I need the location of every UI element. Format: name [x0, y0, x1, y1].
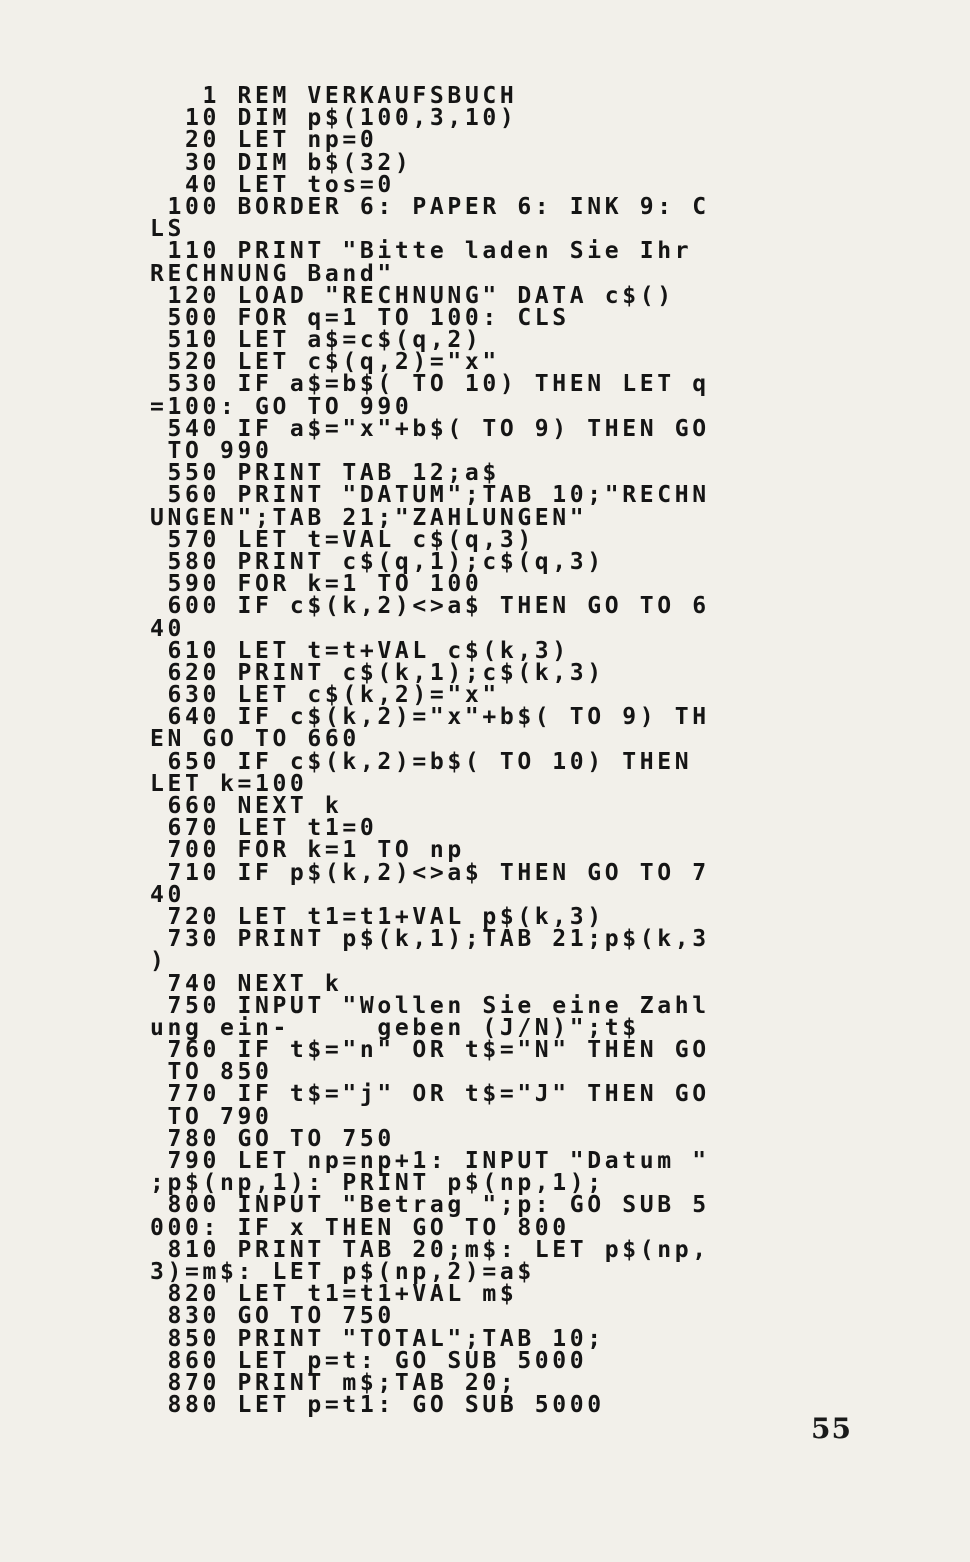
code-line: 10 DIM p$(100,3,10) — [150, 103, 518, 132]
code-line: 870 PRINT m$;TAB 20; — [150, 1367, 518, 1396]
code-line: 560 PRINT "DATUM";TAB 10;"RECHN — [150, 480, 710, 509]
code-line: 620 PRINT c$(k,1);c$(k,3) — [150, 657, 605, 686]
code-line: 20 LET np=0 — [150, 125, 378, 154]
code-line: 800 INPUT "Betrag ";p: GO SUB 5 — [150, 1190, 710, 1219]
code-line: 770 IF t$="j" OR t$="J" THEN GO — [150, 1079, 710, 1108]
code-line: 40 — [150, 879, 185, 908]
code-line: =100: GO TO 990 — [150, 391, 413, 420]
code-line: 880 LET p=t1: GO SUB 5000 — [150, 1390, 605, 1419]
code-line: 000: IF x THEN GO TO 800 — [150, 1212, 570, 1241]
code-line: ;p$(np,1): PRINT p$(np,1); — [150, 1168, 605, 1197]
basic-program-listing — [150, 81, 850, 1419]
code-line: 530 IF a$=b$( TO 10) THEN LET q — [150, 369, 710, 398]
code-line: 590 FOR k=1 TO 100 — [150, 569, 483, 598]
code-line: ung ein- geben (J/N)";t$ — [150, 1012, 640, 1041]
code-line: 520 LET c$(q,2)="x" — [150, 347, 500, 376]
code-line: 830 GO TO 750 — [150, 1301, 395, 1330]
code-line: 720 LET t1=t1+VAL p$(k,3) — [150, 901, 605, 930]
code-line: 630 LET c$(k,2)="x" — [150, 680, 500, 709]
code-line: LET k=100 — [150, 768, 308, 797]
code-line: 730 PRINT p$(k,1);TAB 21;p$(k,3 — [150, 924, 710, 953]
code-line: EN GO TO 660 — [150, 724, 360, 753]
code-line: 100 BORDER 6: PAPER 6: INK 9: C — [150, 191, 710, 220]
code-line: 760 IF t$="n" OR t$="N" THEN GO — [150, 1035, 710, 1064]
code-line: 510 LET a$=c$(q,2) — [150, 325, 483, 354]
code-line: 650 IF c$(k,2)=b$( TO 10) THEN — [150, 746, 693, 775]
code-line: 610 LET t=t+VAL c$(k,3) — [150, 635, 570, 664]
code-line: 780 GO TO 750 — [150, 1123, 395, 1152]
code-line: TO 790 — [150, 1101, 273, 1130]
code-line: 820 LET t1=t1+VAL m$ — [150, 1279, 518, 1308]
code-line: 1 REM VERKAUFSBUCH — [150, 81, 518, 109]
code-line: 500 FOR q=1 TO 100: CLS — [150, 302, 570, 331]
code-line: 710 IF p$(k,2)<>a$ THEN GO TO 7 — [150, 857, 710, 886]
code-line: 740 NEXT k — [150, 968, 343, 997]
code-line: 660 NEXT k — [150, 791, 343, 819]
code-line: 580 PRINT c$(q,1);c$(q,3) — [150, 546, 605, 575]
code-line: 3)=m$: LET p$(np,2)=a$ — [150, 1256, 535, 1285]
code-line: ) — [150, 946, 168, 975]
code-line: 540 IF a$="x"+b$( TO 9) THEN GO — [150, 413, 710, 442]
code-line: RECHNUNG Band" — [150, 258, 395, 287]
code-line: 40 LET tos=0 — [150, 169, 395, 198]
code-line: 40 — [150, 613, 185, 642]
code-line: TO 850 — [150, 1057, 273, 1086]
code-line: TO 990 — [150, 436, 273, 464]
page-number: 55 — [811, 1412, 852, 1445]
code-line: LS — [150, 214, 185, 243]
code-line: 120 LOAD "RECHNUNG" DATA c$() — [150, 280, 675, 309]
code-line: 750 INPUT "Wollen Sie eine Zahl — [150, 990, 710, 1019]
code-line: 850 PRINT "TOTAL";TAB 10; — [150, 1323, 605, 1352]
code-line: 640 IF c$(k,2)="x"+b$( TO 9) TH — [150, 702, 710, 731]
code-line: 570 LET t=VAL c$(q,3) — [150, 524, 535, 553]
code-line: 700 FOR k=1 TO np — [150, 835, 465, 864]
code-line: 550 PRINT TAB 12;a$ — [150, 458, 500, 487]
code-line: 600 IF c$(k,2)<>a$ THEN GO TO 6 — [150, 591, 710, 620]
code-line: 860 LET p=t: GO SUB 5000 — [150, 1345, 588, 1374]
code-line: 110 PRINT "Bitte laden Sie Ihr — [150, 236, 693, 265]
code-line: 790 LET np=np+1: INPUT "Datum " — [150, 1146, 710, 1174]
code-line: 670 LET t1=0 — [150, 813, 378, 842]
code-line: 30 DIM b$(32) — [150, 147, 413, 176]
code-line: 810 PRINT TAB 20;m$: LET p$(np, — [150, 1234, 710, 1263]
code-line: UNGEN";TAB 21;"ZAHLUNGEN" — [150, 502, 588, 531]
